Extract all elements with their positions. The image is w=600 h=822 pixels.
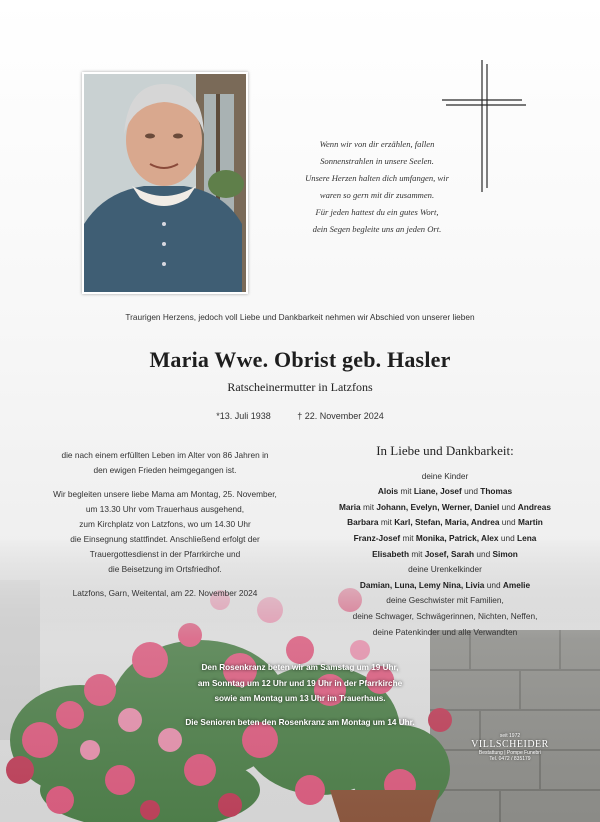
rosary-notice bbox=[130, 660, 470, 730]
text-line: zum Kirchplatz von Latzfons, wo um 14.30 Uhr bbox=[79, 519, 251, 529]
poem-line: dein Segen begleite uns an jeden Ort. bbox=[312, 224, 442, 234]
relatives-line: deine Geschwister mit Familien, bbox=[386, 595, 504, 606]
passing-text bbox=[22, 448, 308, 478]
portrait-image bbox=[84, 74, 246, 292]
relatives-line: deine Schwager, Schwägerinnen, Nichten, Neffen, bbox=[352, 610, 538, 621]
rosary-line: am Sonntag um 12 Uhr und 19 Uhr in der Pfarrkirche bbox=[197, 678, 403, 688]
place-date: Latzfons, Garn, Weitental, am 22. November 2024 bbox=[72, 588, 258, 598]
mourners-heading: In Liebe und Dankbarkeit: bbox=[376, 443, 514, 458]
grandchildren-label: deine Urenkelkinder bbox=[408, 564, 482, 575]
poem-line: Sonnenstrahlen in unsere Seelen. bbox=[320, 156, 434, 166]
ceremony-text bbox=[22, 487, 308, 577]
funeral-home-logo bbox=[462, 733, 558, 762]
child-family: Franz-Josef mit Monika, Patrick, Alex und Lena bbox=[353, 532, 537, 543]
text-line: Trauergottesdienst in der Pfarrkirche und bbox=[89, 549, 241, 559]
poem-line: Für jeden hattest du ein gutes Wort, bbox=[315, 207, 439, 217]
child-family: Alois mit Liane, Josef und Thomas bbox=[377, 486, 513, 497]
relatives-line: deine Patenkinder und alle Verwandten bbox=[372, 626, 518, 637]
rosary-seniors: Die Senioren beten den Rosenkranz am Montag um 14 Uhr. bbox=[185, 717, 415, 727]
text-line: den ewigen Frieden heimgegangen ist. bbox=[93, 465, 237, 475]
logo-since: seit 1972 bbox=[499, 733, 521, 739]
intro-text: Traurigen Herzens, jedoch voll Liebe und Dankbarkeit nehmen wir Abschied von unserer lieben bbox=[125, 312, 475, 322]
deceased-name: Maria Wwe. Obrist geb. Hasler bbox=[149, 347, 451, 372]
poem-line: waren so gern mit dir zusammen. bbox=[319, 190, 435, 200]
portrait-photo bbox=[82, 72, 248, 294]
life-dates bbox=[0, 411, 600, 421]
rosary-line: sowie am Montag um 13 Uhr im Trauerhaus. bbox=[214, 694, 386, 703]
grandchildren-names: Damian, Luna, Lemy Nina, Livia und Amelie bbox=[359, 579, 531, 590]
death-date: † 22. November 2024 bbox=[297, 411, 384, 421]
child-family: Maria mit Johann, Evelyn, Werner, Daniel und Andreas bbox=[339, 501, 551, 512]
text-line: die Beisetzung im Ortsfriedhof. bbox=[108, 564, 222, 574]
birth-date: *13. Juli 1938 bbox=[216, 411, 271, 421]
memorial-poem bbox=[282, 136, 472, 238]
poem-line: Unsere Herzen halten dich umfangen, wir bbox=[305, 173, 449, 183]
rosary-line: Den Rosenkranz beten wir am Samstag um 19 Uhr, bbox=[201, 663, 399, 672]
deceased-subtitle: Ratscheinermutter in Latzfons bbox=[227, 380, 373, 394]
logo-brand: VILLSCHEIDER bbox=[471, 739, 549, 750]
children-label: deine Kinder bbox=[421, 470, 469, 481]
mourners-list bbox=[300, 443, 590, 640]
text-line: Wir begleiten unsere liebe Mama am Montag, 25. November, bbox=[53, 489, 277, 499]
text-line: die Einsegnung stattfindet. Anschließend erfolgt der bbox=[70, 534, 260, 544]
logo-tagline: Bestattung | Pompe Funebri bbox=[478, 750, 542, 756]
poem-line: Wenn wir von dir erzählen, fallen bbox=[319, 139, 435, 149]
child-family: Barbara mit Karl, Stefan, Maria, Andrea und Martin bbox=[347, 517, 543, 528]
text-line: um 13.30 Uhr vom Trauerhaus ausgehend, bbox=[85, 504, 245, 514]
child-family: Elisabeth mit Josef, Sarah und Simon bbox=[372, 548, 518, 559]
text-line: die nach einem erfüllten Leben im Alter von 86 Jahren in bbox=[61, 450, 269, 460]
funeral-details bbox=[22, 448, 308, 601]
logo-phone: Tel. 0472 / 835179 bbox=[489, 756, 531, 762]
